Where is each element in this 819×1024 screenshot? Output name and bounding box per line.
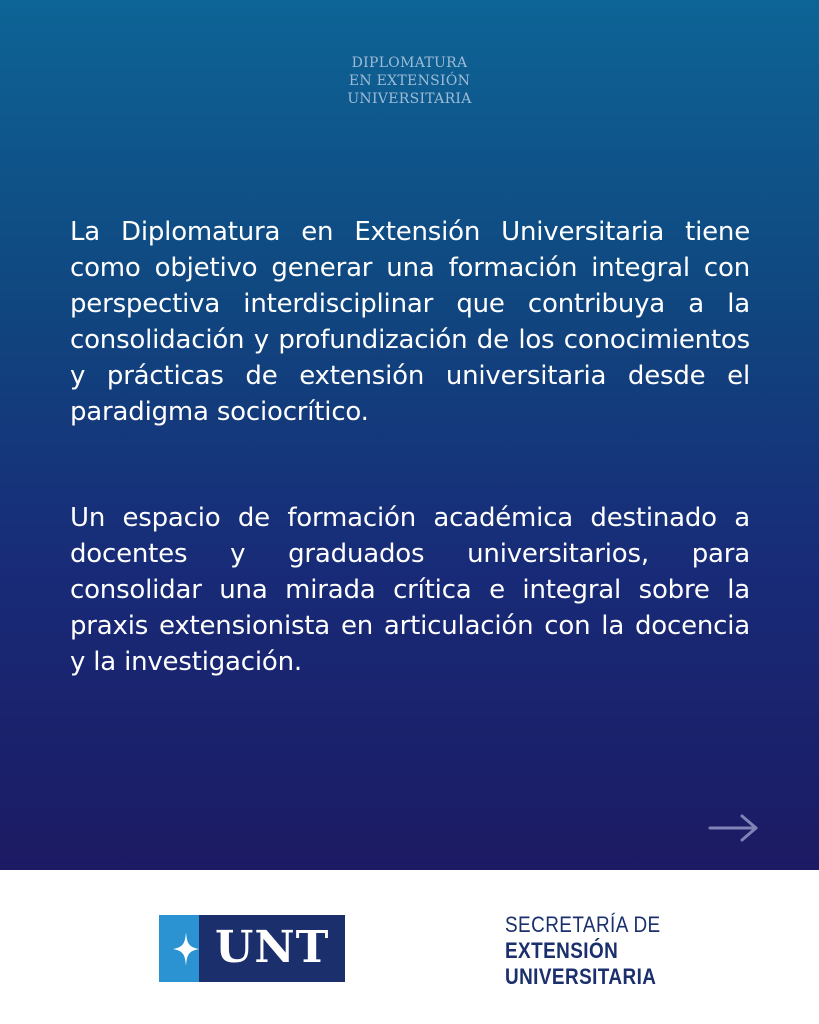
secretaria-logo [505,912,661,990]
objective-paragraph: La Diplomatura en Extensión Universitaria tiene como objetivo generar una formación integral con perspectiva interdisciplinar que contribuya a la consolidación y profundización de los conocimientos y prácticas de extensión universitaria desde el paradigma sociocrítico. [70,217,750,427]
footer [0,870,819,1024]
next-slide-button[interactable] [706,808,762,848]
program-title-line-1: DIPLOMATURA [351,55,468,71]
program-title-line-3: UNIVERSITARIA [347,91,472,107]
unt-logo [159,915,345,982]
program-title [0,54,819,108]
secretaria-line-1: SECRETARÍA DE [505,912,661,937]
audience-paragraph: Un espacio de formación académica destinado a docentes y graduados universitarios, para consolidar una mirada crítica e integral sobre la praxis extensionista en articulación con la docencia y la investigación. [70,503,750,677]
unt-star-block [159,915,199,982]
sparkle-star-icon [173,932,199,966]
secretaria-line-3: UNIVERSITARIA [505,964,657,989]
secretaria-line-2: EXTENSIÓN [505,938,619,963]
unt-wordmark-box [199,915,345,982]
arrow-right-icon [706,808,762,848]
program-title-line-2: EN EXTENSIÓN [348,73,471,89]
unt-wordmark: UNT [215,922,330,973]
